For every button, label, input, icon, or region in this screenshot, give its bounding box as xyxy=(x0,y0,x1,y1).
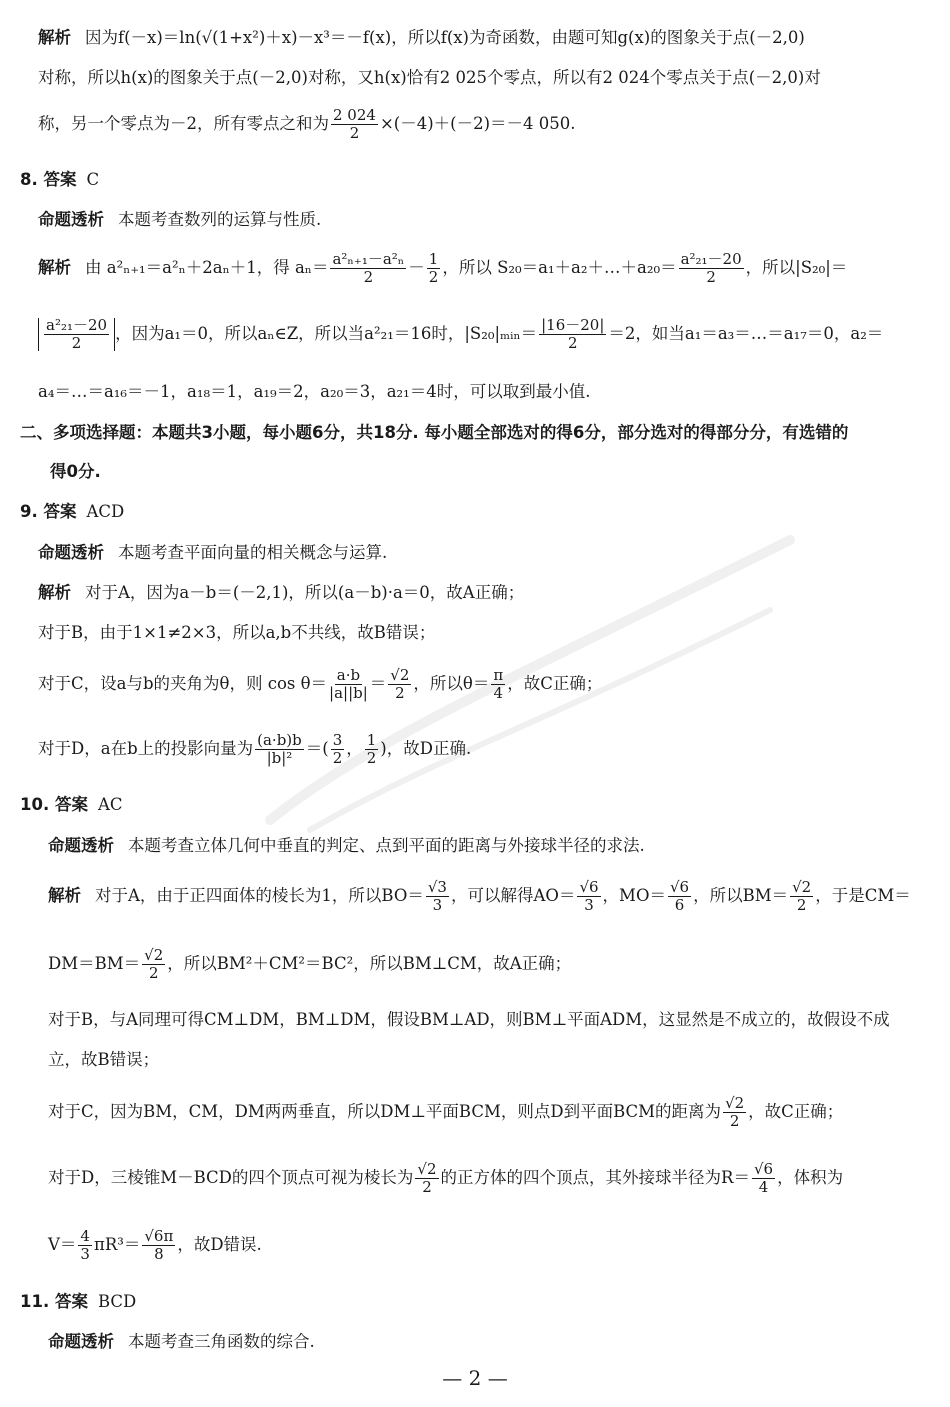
fraction: $\frac{|16-20|}{2}$ xyxy=(541,316,605,352)
q9-focus-line: 命题透析 本题考查平面向量的相关概念与运算. xyxy=(38,543,388,562)
fraction: $\frac{\text{a²₂₁－20}}{2}$ xyxy=(46,316,108,352)
fraction: $\frac{√6\pi}{8}$ xyxy=(144,1227,174,1263)
q7-analysis-line1: 解析 因为f(－x)＝ln(√(1+x²)＋x)－x³＝－f(x)，所以f(x)为奇函数，由题可知g(x)的图象关于点(－2,0) xyxy=(38,28,805,47)
q9-answer: ACD xyxy=(86,502,125,521)
q8-analysis-line1: 解析 由 a²ₙ₊₁＝a²ₙ＋2aₙ＋1，得 aₙ＝ $\frac{\text{a²ₙ₊₁－a²ₙ}}{2}$ － $\frac{1}{2}$ ，所以 S₂₀＝a₁＋a₂＋…＋a₂₀＝ $\frac{\text{a²₂₁－20}}{2}$ ，所以|S₂₀|＝ xyxy=(38,250,848,286)
q10-focus-line: 命题透析 本题考查立体几何中垂直的判定、点到平面的距离与外接球半径的求法. xyxy=(48,836,645,855)
q10-analysis-line3: 对于B，与A同理可得CM⊥DM，BM⊥DM，假设BM⊥AD，则BM⊥平面ADM，这显然是不成立的，故假设不成 xyxy=(48,1010,890,1029)
q10-analysis-line6: 对于D，三棱锥M－BCD的四个顶点可视为棱长为 $\frac{√2}{2}$ 的正方体的四个顶点，其外接球半径为R＝ $\frac{√6}{4}$ ，体积为 xyxy=(48,1160,844,1196)
q11-answer-line: 11. 答案 BCD xyxy=(20,1292,137,1311)
q8-answer-line xyxy=(20,172,99,189)
fraction: $\frac{√2}{2}$ xyxy=(792,878,812,914)
fraction: $\frac{\text{a²₂₁－20}}{2}$ xyxy=(680,250,742,286)
q8-analysis-line3: a₄＝…＝a₁₆＝－1，a₁₈＝1，a₁₉＝2，a₂₀＝3，a₂₁＝4时，可以取到最小值. xyxy=(38,382,591,401)
q11-focus-line: 命题透析 本题考查三角函数的综合. xyxy=(48,1332,315,1351)
q9-answer-line: 9. 答案 ACD xyxy=(20,502,125,521)
fraction: $\frac{√2}{2}$ xyxy=(144,946,164,982)
q10-answer-line: 10. 答案 AC xyxy=(20,795,123,814)
fraction: $\frac{√2}{2}$ xyxy=(417,1160,437,1196)
fraction: $\frac{√6}{6}$ xyxy=(669,878,690,914)
fraction: $\frac{√2}{2}$ xyxy=(390,666,410,702)
q8-answer: C xyxy=(86,170,100,189)
fraction: $\frac{2 024}{2}$ xyxy=(333,106,376,142)
fraction: $\frac{1}{2}$ xyxy=(366,731,377,767)
q7-analysis-label: 解析 xyxy=(38,28,71,47)
fraction: $\frac{√2}{2}$ xyxy=(725,1094,745,1130)
q8-focus-line: 命题透析 本题考查数列的运算与性质. xyxy=(38,210,322,229)
fraction: $\frac{√3}{3}$ xyxy=(427,878,447,914)
q7-analysis-line2: 对称，所以h(x)的图象关于点(－2,0)对称，又h(x)恰有2 025个零点，所以有2 024个零点关于点(－2,0)对 xyxy=(38,68,821,87)
q10-analysis-line7: V＝ $\frac{4}{3}$ πR³＝ $\frac{√6\pi}{8}$ ，故D错误. xyxy=(48,1227,262,1263)
section2-heading-line2: 得0分. xyxy=(50,462,101,481)
fraction: $\frac{(a\cdot b)b}{\text{|b|²}}$ xyxy=(257,731,302,767)
q7-analysis-line3: 称，另一个零点为－2，所有零点之和为 $\frac{2 024}{2}$ ×(－4)＋(－2)＝－4 050. xyxy=(38,106,576,142)
q10-answer: AC xyxy=(97,795,123,814)
q10-analysis-line5: 对于C，因为BM，CM，DM两两垂直，所以DM⊥平面BCM，则点D到平面BCM的距离为 $\frac{√2}{2}$ ，故C正确； xyxy=(48,1094,844,1130)
q9-analysis-line4: 对于D，a在b上的投影向量为 $\frac{(a\cdot b)b}{\text{|b|²}}$ ＝( $\frac{3}{2}$ ， $\frac{1}{2}$ )，故D正确. xyxy=(38,731,472,767)
fraction: $\frac{1}{2}$ xyxy=(428,250,439,286)
fraction: $\frac{√6}{3}$ xyxy=(579,878,599,914)
fraction: $\frac{3}{2}$ xyxy=(332,731,343,767)
q8-header: 8. 答案 xyxy=(20,170,77,189)
fraction: $\frac{\text{a²ₙ₊₁－a²ₙ}}{2}$ xyxy=(332,250,405,286)
q10-analysis-line4: 立，故B错误； xyxy=(48,1050,160,1069)
page-number: — 2 — xyxy=(442,1366,508,1390)
q9-analysis-line2: 对于B，由于1×1≠2×3，所以a,b不共线，故B错误； xyxy=(38,623,436,642)
q9-analysis-line3: 对于C，设a与b的夹角为θ，则 cos θ＝ $\frac{a\cdot b}{|a||b|}$ ＝ $\frac{√2}{2}$ ，所以θ＝ $\frac{\pi}{4}$ ，故C正确； xyxy=(38,666,603,702)
fraction: $\frac{a\cdot b}{|a||b|}$ xyxy=(329,666,368,702)
fraction: $\frac{√6}{4}$ xyxy=(753,1160,774,1196)
q11-answer: BCD xyxy=(97,1292,137,1311)
fraction: $\frac{4}{3}$ xyxy=(80,1227,90,1263)
fraction: $\frac{\pi}{4}$ xyxy=(493,666,504,702)
section2-heading-line1: 二、多项选择题：本题共3小题，每小题6分，共18分. 每小题全部选对的得6分，部分选对的得部分分，有选错的 xyxy=(20,423,849,442)
q9-analysis-line1: 解析 对于A，因为a－b＝(－2,1)，所以(a－b)·a＝0，故A正确； xyxy=(38,583,525,602)
q10-analysis-line2: DM＝BM＝ $\frac{√2}{2}$ ，所以BM²＋CM²＝BC²，所以BM⊥CM，故A正确； xyxy=(48,946,572,982)
q10-analysis-line1: 解析 对于A，由于正四面体的棱长为1，所以BO＝ $\frac{√3}{3}$ ，可以解得AO＝ $\frac{√6}{3}$ ，MO＝ $\frac{√6}{6}$ ，所以BM＝ $\frac{√2}{2}$ ，于是CM＝ xyxy=(48,878,911,914)
q8-analysis-line2: $\frac{\text{a²₂₁－20}}{2}$ ，因为a₁＝0，所以aₙ∈Z，所以当a²₂₁＝16时，|S₂₀|ₘᵢₙ＝ $\frac{|16-20|}{2}$ ＝2，如当a₁＝a₃＝…＝a₁₇＝0，a₂＝ xyxy=(38,318,883,351)
